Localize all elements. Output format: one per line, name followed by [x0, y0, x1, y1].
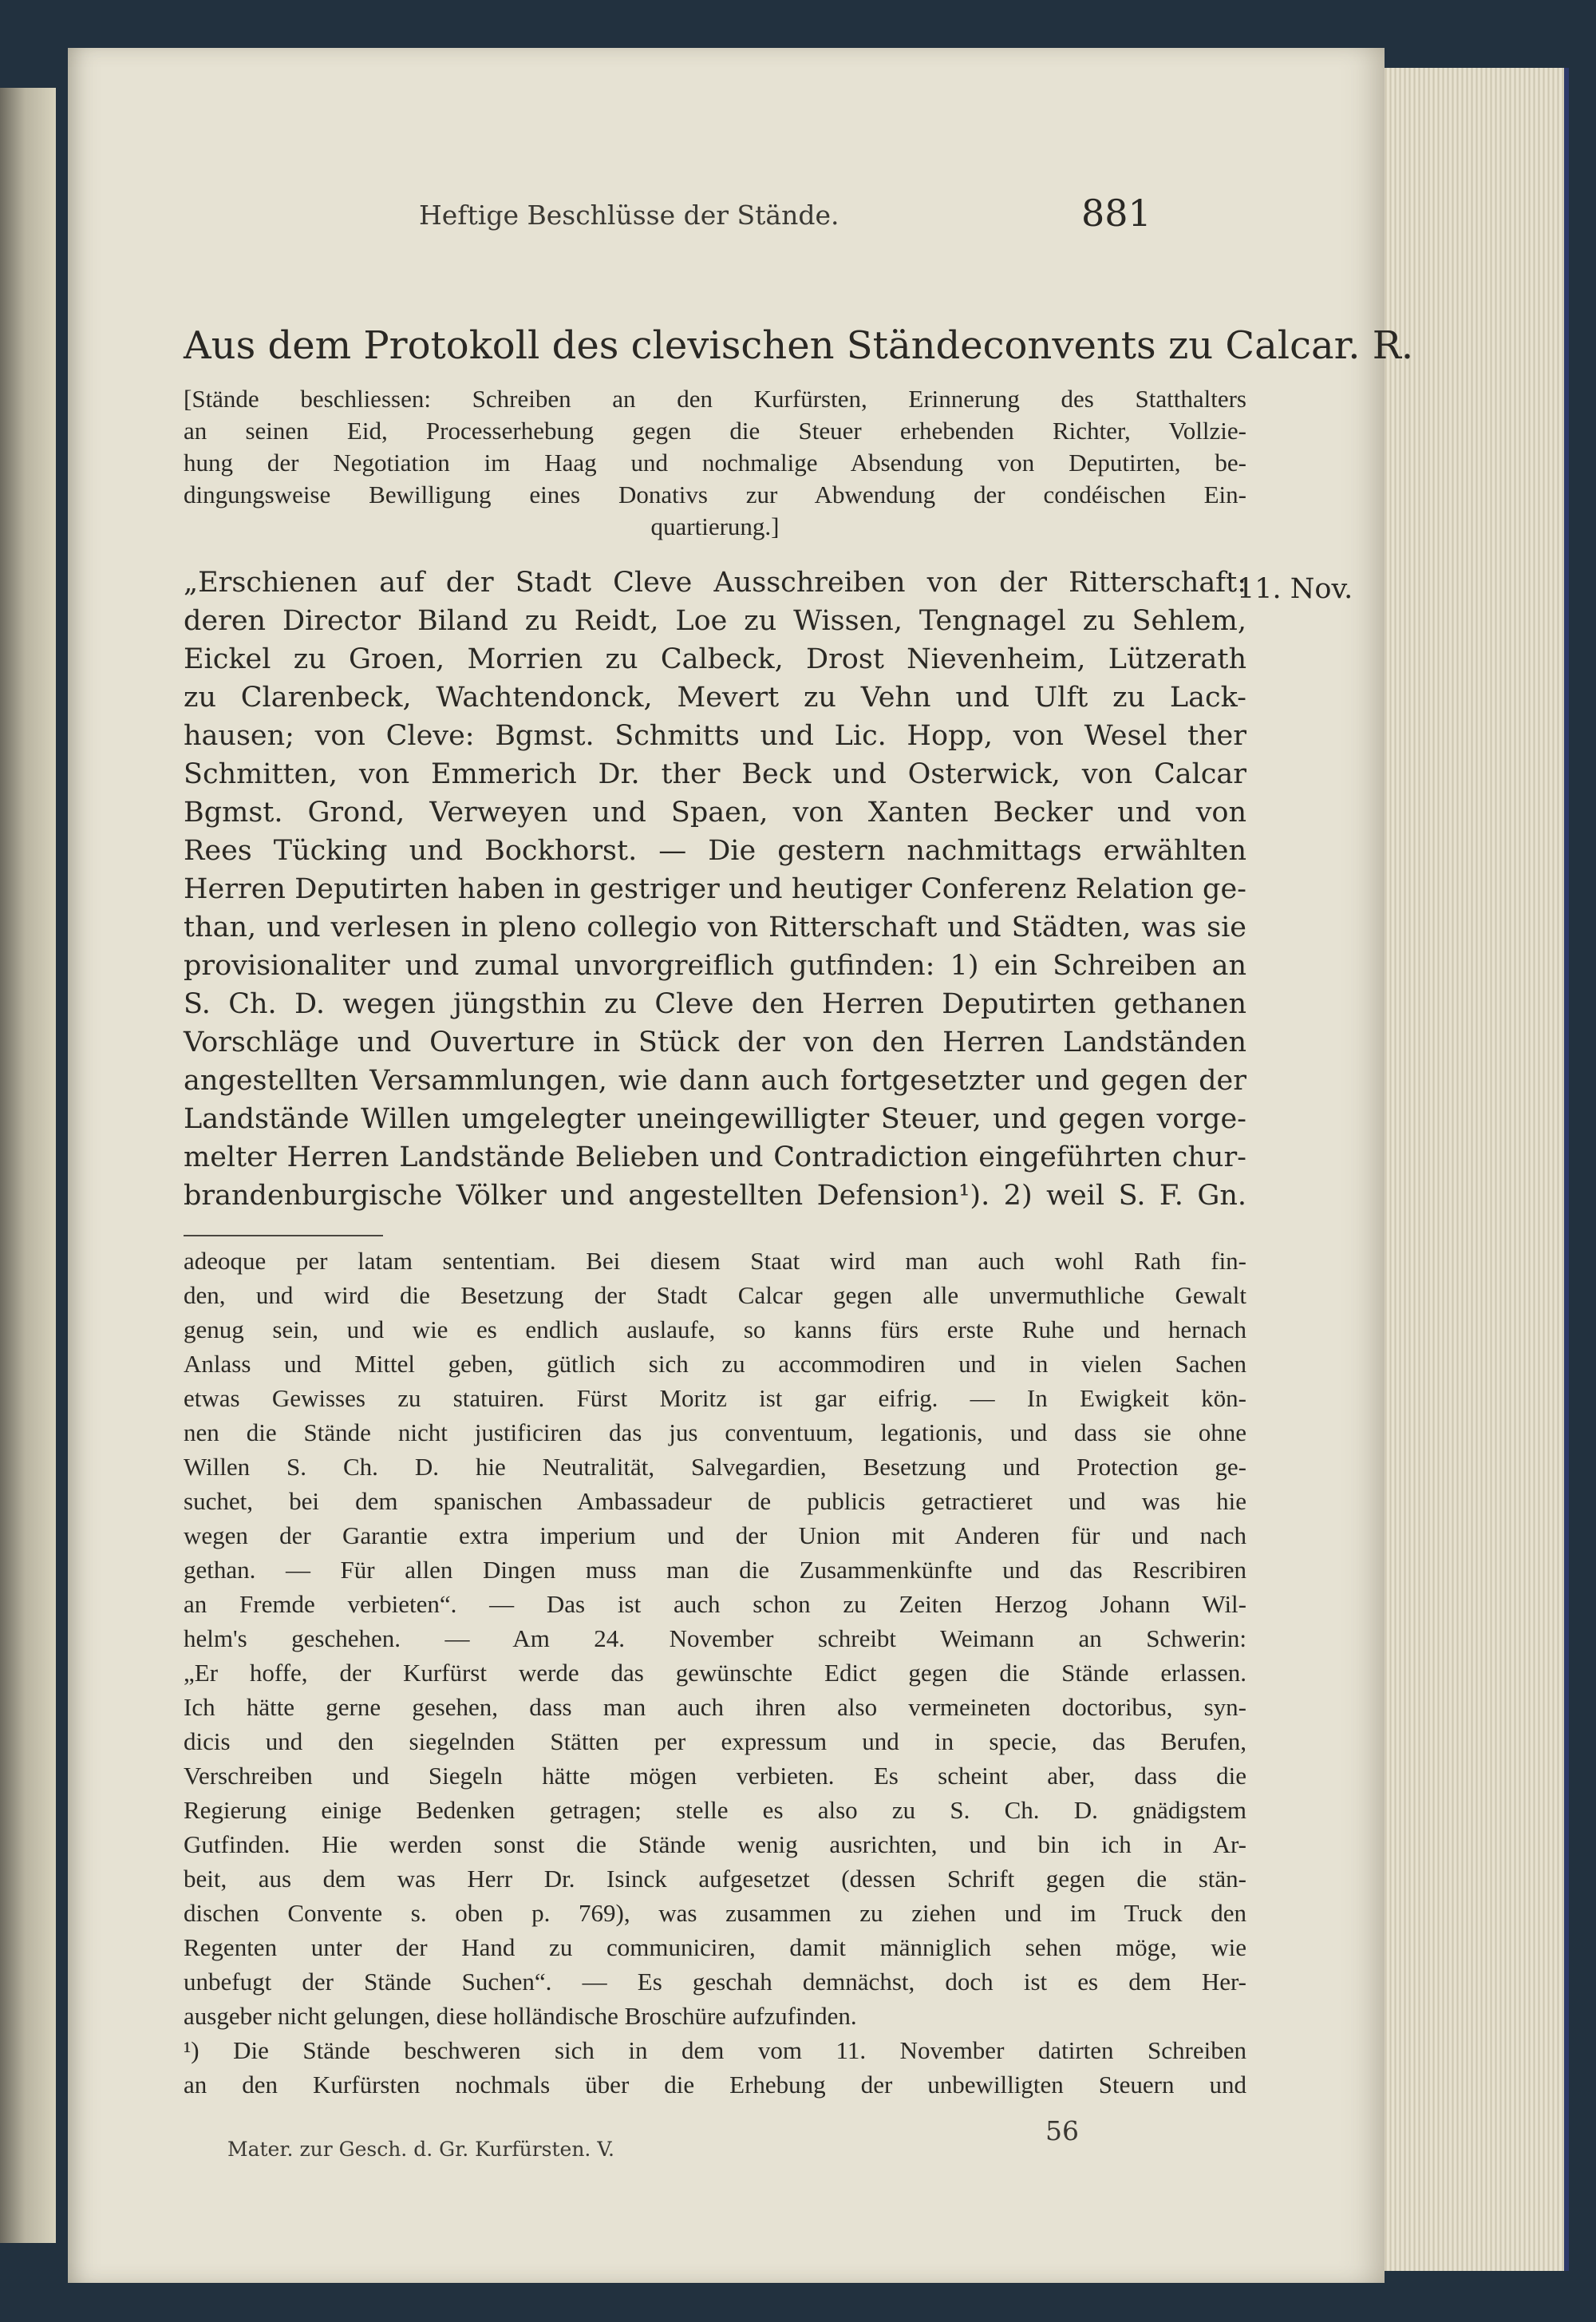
footnote-line: Anlass und Mittel geben, gütlich sich zu accommodiren und in vielen Sachen [184, 1350, 1246, 1378]
footnote-line: Ich hätte gerne gesehen, dass man auch ihren also vermeineten doctoribus, syn- [184, 1693, 1246, 1721]
footnote-line: Regenten unter der Hand zu communiciren, damit männiglich sehen möge, wie [184, 1933, 1246, 1961]
body-line: zu Clarenbeck, Wachtendonck, Mevert zu Vehn und Ulft zu Lack- [184, 682, 1246, 714]
footnote-line: den, und wird die Besetzung der Stadt Calcar gegen alle unvermuthliche Gewalt [184, 1281, 1246, 1309]
footnote-line: beit, aus dem was Herr Dr. Isinck aufgesetzet (dessen Schrift gegen die stän- [184, 1865, 1246, 1893]
footnote-line: dischen Convente s. oben p. 769), was zusammen zu ziehen und im Truck den [184, 1899, 1246, 1927]
body-line: than, und verlesen in pleno collegio von Ritterschaft und Städten, was sie [184, 912, 1246, 943]
footnote-line: „Er hoffe, der Kurfürst werde das gewünschte Edict gegen die Stände erlassen. [184, 1659, 1246, 1687]
footnote-line: ¹) Die Stände beschweren sich in dem vom 11. November datirten Schreiben [184, 2036, 1246, 2064]
body-line: Bgmst. Grond, Verweyen und Spaen, von Xanten Becker und von [184, 797, 1246, 829]
body-line: Eickel zu Groen, Morrien zu Calbeck, Drost Nievenheim, Lützerath [184, 643, 1246, 675]
body-line: angestellten Versammlungen, wie dann auch fortgesetzter und gegen der [184, 1065, 1246, 1097]
body-line: hausen; von Cleve: Bgmst. Schmitts und Lic. Hopp, von Wesel ther [184, 720, 1246, 752]
summary-line: dingungsweise Bewilligung eines Donativs zur Abwendung der condéischen Ein- [184, 481, 1246, 508]
footnote-line: ausgeber nicht gelungen, diese holländische Broschüre aufzufinden. [184, 2002, 857, 2030]
summary-line: quartierung.] [650, 512, 780, 540]
footnote-line: etwas Gewisses zu statuiren. Fürst Moritz ist gar eifrig. — In Ewigkeit kön- [184, 1384, 1246, 1412]
margin-date-note: 11. Nov. [1237, 573, 1353, 605]
footnote-rule [184, 1235, 383, 1236]
footnote-line: nen die Stände nicht justificiren das jus conventuum, legationis, und dass sie ohne [184, 1418, 1246, 1446]
page-number: 881 [1081, 192, 1152, 235]
body-line: Landstände Willen umgelegter uneingewilligter Steuer, und gegen vorge- [184, 1103, 1246, 1135]
footnote-line: Verschreiben und Siegeln hätte mögen verbieten. Es scheint aber, dass die [184, 1762, 1246, 1790]
body-line: Vorschläge und Ouverture in Stück der von den Herren Landständen [184, 1027, 1246, 1058]
footnote-line: an Fremde verbieten“. — Das ist auch schon zu Zeiten Herzog Johann Wil- [184, 1590, 1246, 1618]
body-line: „Erschienen auf der Stadt Cleve Ausschreiben von der Ritterschaft: [184, 567, 1246, 599]
footer-signature: Mater. zur Gesch. d. Gr. Kurfürsten. V. [227, 2138, 614, 2161]
footnote-line: helm's geschehen. — Am 24. November schreibt Weimann an Schwerin: [184, 1624, 1246, 1652]
book-page [68, 48, 1414, 2283]
sheet-number: 56 [1045, 2115, 1079, 2146]
body-line: brandenburgische Völker und angestellten Defension¹). 2) weil S. F. Gn. [184, 1180, 1246, 1212]
summary-line: hung der Negotiation im Haag und nochmalige Absendung von Deputirten, be- [184, 449, 1246, 477]
body-line: Schmitten, von Emmerich Dr. ther Beck und Osterwick, von Calcar [184, 758, 1246, 790]
footnote-line: an den Kurfürsten nochmals über die Erhebung der unbewilligten Steuern und [184, 2071, 1246, 2099]
running-header: Heftige Beschlüsse der Stände. [419, 200, 839, 231]
footnote-line: gethan. — Für allen Dingen muss man die Zusammenkünfte und das Rescribiren [184, 1556, 1246, 1584]
footnote-line: Willen S. Ch. D. hie Neutralität, Salvegardien, Besetzung und Protection ge- [184, 1453, 1246, 1481]
section-title: Aus dem Protokoll des clevischen Ständeconvents zu Calcar. R. [184, 323, 1414, 368]
body-line: deren Director Biland zu Reidt, Loe zu Wissen, Tengnagel zu Sehlem, [184, 605, 1246, 637]
footnote-line: Regierung einige Bedenken getragen; stelle es also zu S. Ch. D. gnädigstem [184, 1796, 1246, 1824]
footnote-line: Gutfinden. Hie werden sonst die Stände wenig ausrichten, und bin ich in Ar- [184, 1830, 1246, 1858]
left-page-edge [0, 88, 56, 2243]
body-line: S. Ch. D. wegen jüngsthin zu Cleve den Herren Deputirten gethanen [184, 988, 1246, 1020]
footnote-line: adeoque per latam sententiam. Bei diesem Staat wird man auch wohl Rath fin- [184, 1247, 1246, 1275]
footnote-line: unbefugt der Stände Suchen“. — Es geschah demnächst, doch ist es dem Her- [184, 1968, 1246, 1996]
body-line: provisionaliter und zumal unvorgreiflich gutfinden: 1) ein Schreiben an [184, 950, 1246, 982]
body-line: Herren Deputirten haben in gestriger und heutiger Conferenz Relation ge- [184, 873, 1246, 905]
summary-line: [Stände beschliessen: Schreiben an den Kurfürsten, Erinnerung des Statthalters [184, 385, 1246, 413]
body-line: Rees Tücking und Bockhorst. — Die gestern nachmittags erwählten [184, 835, 1246, 867]
footnote-line: genug sein, und wie es endlich auslaufe, so kanns fürs erste Ruhe und hernach [184, 1315, 1246, 1343]
summary-line: an seinen Eid, Processerhebung gegen die Steuer erhebenden Richter, Vollzie- [184, 417, 1246, 445]
footnote-line: suchet, bei dem spanischen Ambassadeur de publicis getractieret und was hie [184, 1487, 1246, 1515]
body-line: melter Herren Landstände Belieben und Contradiction eingeführten chur- [184, 1141, 1246, 1173]
footnote-line: dicis und den siegelnden Stätten per expressum und in specie, das Berufen, [184, 1727, 1246, 1755]
footnote-line: wegen der Garantie extra imperium und der Union mit Anderen für und nach [184, 1521, 1246, 1549]
